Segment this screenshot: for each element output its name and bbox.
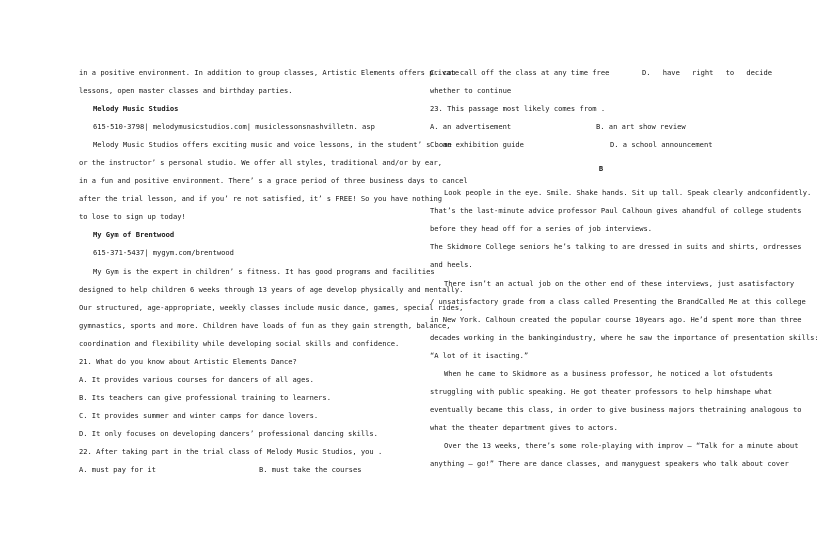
question-21: 21. What do you know about Artistic Elements Dance? — [79, 356, 297, 366]
options-row — [79, 461, 421, 479]
options-row — [430, 64, 772, 82]
paragraph-line: eventually became this class, in order to give business majors thetraining analogous to — [430, 404, 802, 414]
paragraph-line: coordination and flexibility while developing social skills and confidence. — [79, 338, 400, 348]
option-b: B. must take the courses — [259, 465, 362, 475]
paragraph-line: lessons, open master classes and birthday parties. — [79, 86, 293, 96]
paragraph-line: Over the 13 weeks, there’s some role-playing with improv — “Talk for a minute about — [444, 440, 799, 450]
option-d-continued: whether to continue — [430, 86, 512, 96]
contact-line: 615-371-5437| mygym.com/brentwood — [93, 248, 234, 258]
paragraph-line: what the theater department gives to actors. — [430, 422, 618, 432]
paragraph-line: to lose to sign up today! — [79, 212, 186, 222]
paragraph-line: That’s the last-minute advice professor Paul Calhoun gives ahandful of college students — [430, 206, 802, 216]
paragraph-line: struggling with public speaking. He got theater professors to help himshape what — [430, 386, 772, 396]
option-a: A. must pay for it — [79, 465, 156, 475]
paragraph-line: Our structured, age-appropriate, weekly classes include music dance, games, special rides, — [79, 302, 464, 312]
option-c: C. an exhibition guide — [430, 140, 524, 150]
paragraph-line: or the instructor’ s personal studio. We offer all styles, traditional and/or by ear, — [79, 158, 443, 168]
paragraph-line: anything — go!” There are dance classes, and manyguest speakers who talk about cover — [430, 458, 789, 468]
option-d: D. have right to decide — [642, 68, 772, 77]
option-c: C. can call off the class at any time free — [430, 68, 610, 77]
option-a: A. It provides various courses for dancers of all ages. — [79, 374, 314, 384]
paragraph-line: designed to help children 6 weeks through 13 years of age develop physically and mentally. — [79, 284, 464, 294]
paragraph-line: after the trial lesson, and if you’ re not satisfied, it’ s FREE! So you have nothing — [79, 194, 443, 204]
paragraph-line: decades working in the bankingindustry, where he saw the importance of presentation skills: — [430, 332, 819, 342]
paragraph-line: The Skidmore College seniors he’s talking to are dressed in suits and shirts, ordresses — [430, 242, 802, 252]
options-row — [430, 118, 772, 136]
paragraph-line: / unsatisfactory grade from a class called Presenting the BrandCalled Me at this college — [430, 296, 806, 306]
paragraph-line: When he came to Skidmore as a business professor, he noticed a lot ofstudents — [444, 368, 773, 378]
question-22: 22. After taking part in the trial class of Melody Music Studios, you . — [79, 446, 383, 456]
question-23: 23. This passage most likely comes from . — [430, 104, 606, 114]
paragraph-line: in a positive environment. In addition to group classes, Artistic Elements offers private — [79, 68, 460, 77]
paragraph-line: My Gym is the expert in children’ s fitness. It has good programs and facilities — [93, 266, 435, 276]
option-b: B. an art show review — [596, 122, 686, 132]
contact-line: 615-510-3798| melodymusicstudios.com| musiclessonsnashvilletn. asp — [93, 122, 375, 132]
option-c: C. It provides summer and winter camps for dance lovers. — [79, 410, 319, 420]
paragraph-line: gymnastics, sports and more. Children have loads of fun as they gain strength, balance, — [79, 320, 451, 330]
paragraph-line: in New York. Calhoun created the popular course 10years ago. He’d spent more than three — [430, 314, 802, 324]
options-row — [430, 136, 772, 154]
option-d: D. It only focuses on developing dancers’ professional dancing skills. — [79, 428, 378, 438]
paragraph-line: and heels. — [430, 260, 473, 270]
paragraph-line: in a fun and positive environment. There’ s a grace period of three business days to cancel — [79, 176, 468, 186]
paragraph-line: before they head off for a series of job interviews. — [430, 224, 653, 234]
option-a: A. an advertisement — [430, 122, 512, 132]
section-heading: B — [598, 164, 604, 174]
paragraph-line: Look people in the eye. Smile. Shake hands. Sit up tall. Speak clearly andconfidently. — [444, 188, 812, 198]
paragraph-line: There isn’t an actual job on the other end of these interviews, just asatisfactory — [444, 278, 795, 288]
right-column — [430, 64, 819, 473]
gym-heading: My Gym of Brentwood — [93, 230, 175, 240]
quote-line: “A lot of it isacting.” — [430, 350, 529, 360]
studio-heading: Melody Music Studios — [93, 104, 179, 114]
option-d: D. a school announcement — [610, 140, 713, 150]
paragraph-line: Melody Music Studios offers exciting music and voice lessons, in the student’ s home — [93, 140, 452, 150]
option-b: B. Its teachers can give professional training to learners. — [79, 392, 331, 402]
